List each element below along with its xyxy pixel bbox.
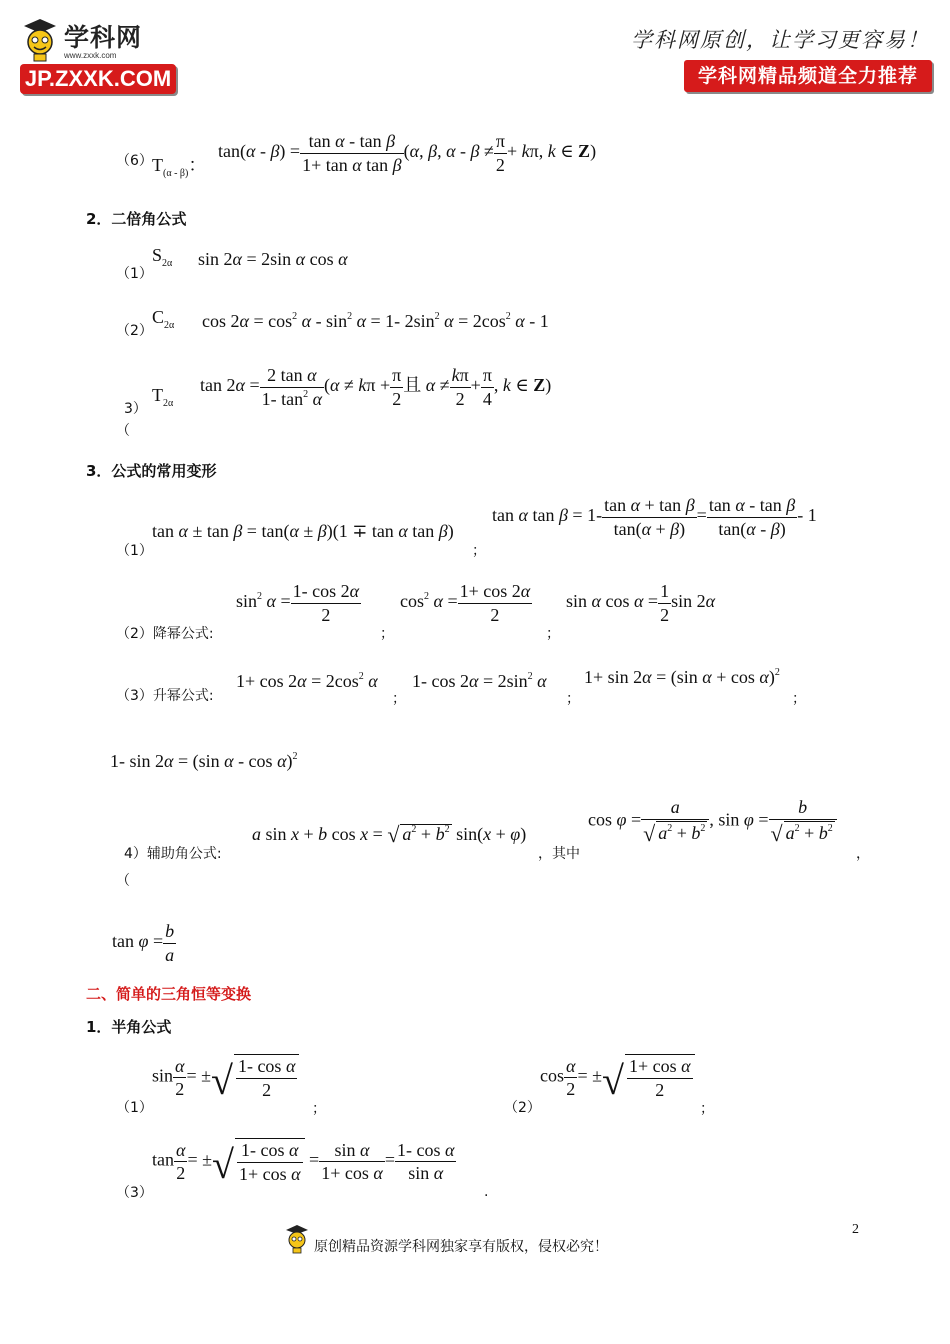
header-recommend-badge: 学科网精品频道全力推荐 [684,60,932,92]
formula-power-raise-sinplus: 1+ sin 2α = (sin α + cos α)$^2$ [584,667,780,687]
part-title: 二、简单的三角恒等变换 [86,985,252,1003]
formula-label: （2）降幂公式: [116,626,214,642]
formula-sin-cos-product: sin α cos α = $\frac{1}{2}$ sin 2α [566,581,716,625]
formula-label: （2） [116,323,153,339]
formula-name: $S_{2\alpha}$ [152,245,173,269]
formula-tan2a: tan 2α = $\frac{\text{2 tan α}}{1- \tan^2 \alpha}$ (α ≠ kπ + $\frac{\pi}{2}$ 且 α ≠ $\frac{k\pi}{2}$ + $\frac{\pi}{4}$ , k ∈ Z) [200,365,552,409]
separator: ； [380,626,394,642]
separator: . [484,1184,489,1200]
formula-name: $C_{2\alpha}$ [152,307,175,331]
formula-auxiliary-cos-sin: cos φ = $\frac{a}{√ a^2 + b^2}$ , sin φ = $\frac{b}{√ a^2 + b^2}$ [588,796,837,847]
formula-label: 3） [124,401,147,417]
page-number: 2 [852,1222,859,1237]
formula-label: （ [116,873,130,889]
formula-label: （1） [116,266,153,282]
formula-power-reduction-sin: $\sin^2 \alpha$ = $\frac{1- \cos 2\alpha}{2}$ [236,581,360,625]
formula-label: （3） [116,1185,153,1201]
formula-tan-sum-transform: tan α ± tan β = tan(α ± β)(1 ∓ tan α tan β) [152,521,454,541]
section-title: 1．半角公式 [86,1018,172,1036]
separator: ； [700,1101,714,1117]
formula-label: （1） [116,543,153,559]
separator: ； [312,1101,326,1117]
site-logo [20,18,180,98]
separator: ； [792,691,806,707]
formula-auxiliary-angle: a sin x + b cos x = √ $a^2 + b^2$ sin(x + φ) [252,822,527,847]
logo-url-small: www.zxxk.com [64,51,117,60]
mascot-icon [20,18,60,62]
formula-label: （6） [116,153,153,169]
formula-half-angle-tan: tan $\frac{\alpha}{2}$ = ±√ $\frac{\text{1- cos α}}{\text{1+ cos α}}$ = $\frac{\text{sin α}}{\text{1+ cos α}}$ = $\frac{\text{1- cos α}}{\text{sin α}}$ [152,1139,455,1187]
formula-tan-diff: tan(α - β) = $\frac{\text{tan α - tan β}}{\text{1+ tan α tan β}}$ (α, β, α - β ≠ $\frac{\pi}{2}$ + kπ, k ∈ Z) [218,131,597,175]
mascot-icon [284,1224,310,1254]
formula-power-raise-sinminus: 1- sin 2α = (sin α - cos α)$^2$ [110,751,298,771]
header-slogan: 学科网原创，让学习更容易！ [631,28,930,52]
section-title: 3．公式的常用变形 [86,462,217,480]
formula-power-raise-sin: 1- $\cos 2\alpha = 2\sin^2$ α [412,671,547,691]
separator: ， [856,846,870,862]
separator: ； [566,691,580,707]
formula-tan-phi: tan φ = $\frac{b}{a}$ [112,921,175,965]
formula-power-raise-cos: $1+ \cos 2\alpha = 2\cos^2$ α [236,671,378,691]
formula-cos2a: $\cos 2\alpha = \cos^2 \alpha - \sin^2 \alpha = 1-$ $2\sin^2$ $\alpha = 2\cos^2$ α - 1 [202,311,549,331]
formula-label: （1） [116,1100,153,1116]
formula-half-angle-sin: sin $\frac{\alpha}{2}$ = ±√ $\frac{\text{1- cos α}}{2}$ [152,1054,299,1101]
separator: ； [546,626,560,642]
formula-tan-product: tan α tan β = 1- $\frac{\text{tan α + tan β}}{\tan(\alpha + \beta)}$ = $\frac{\text{tan α - tan β}}{\tan(\alpha - \beta)}$ - 1 [492,495,817,539]
separator: ； [392,691,406,707]
logo-text: 学科网 [64,23,143,52]
formula-label: （2） [504,1100,541,1116]
inline-text: ，其中 [538,846,580,862]
formula-label: （ [116,423,130,439]
logo-site-badge: JP.ZXXK.COM [20,64,176,94]
formula-name: $T_{(\alpha - \beta)}$： [152,155,207,179]
footer-copyright: 原创精品资源学科网独家享有版权，侵权必究！ [314,1239,608,1255]
formula-sin2a: sin 2α = 2sin α cos α [198,249,348,269]
formula-power-reduction-cos: $\cos^2 \alpha$ = $\frac{1+ \cos 2\alpha}{2}$ [400,581,531,625]
formula-half-angle-cos: cos $\frac{\alpha}{2}$ = ±√ $\frac{\text{1+ cos α}}{2}$ [540,1054,695,1101]
separator: ； [472,543,486,559]
formula-name: $T_{2\alpha}$ [152,385,174,409]
formula-label: （3）升幂公式: [116,688,214,704]
formula-label: 4）辅助角公式: [124,846,222,862]
section-title: 2．二倍角公式 [86,210,187,228]
